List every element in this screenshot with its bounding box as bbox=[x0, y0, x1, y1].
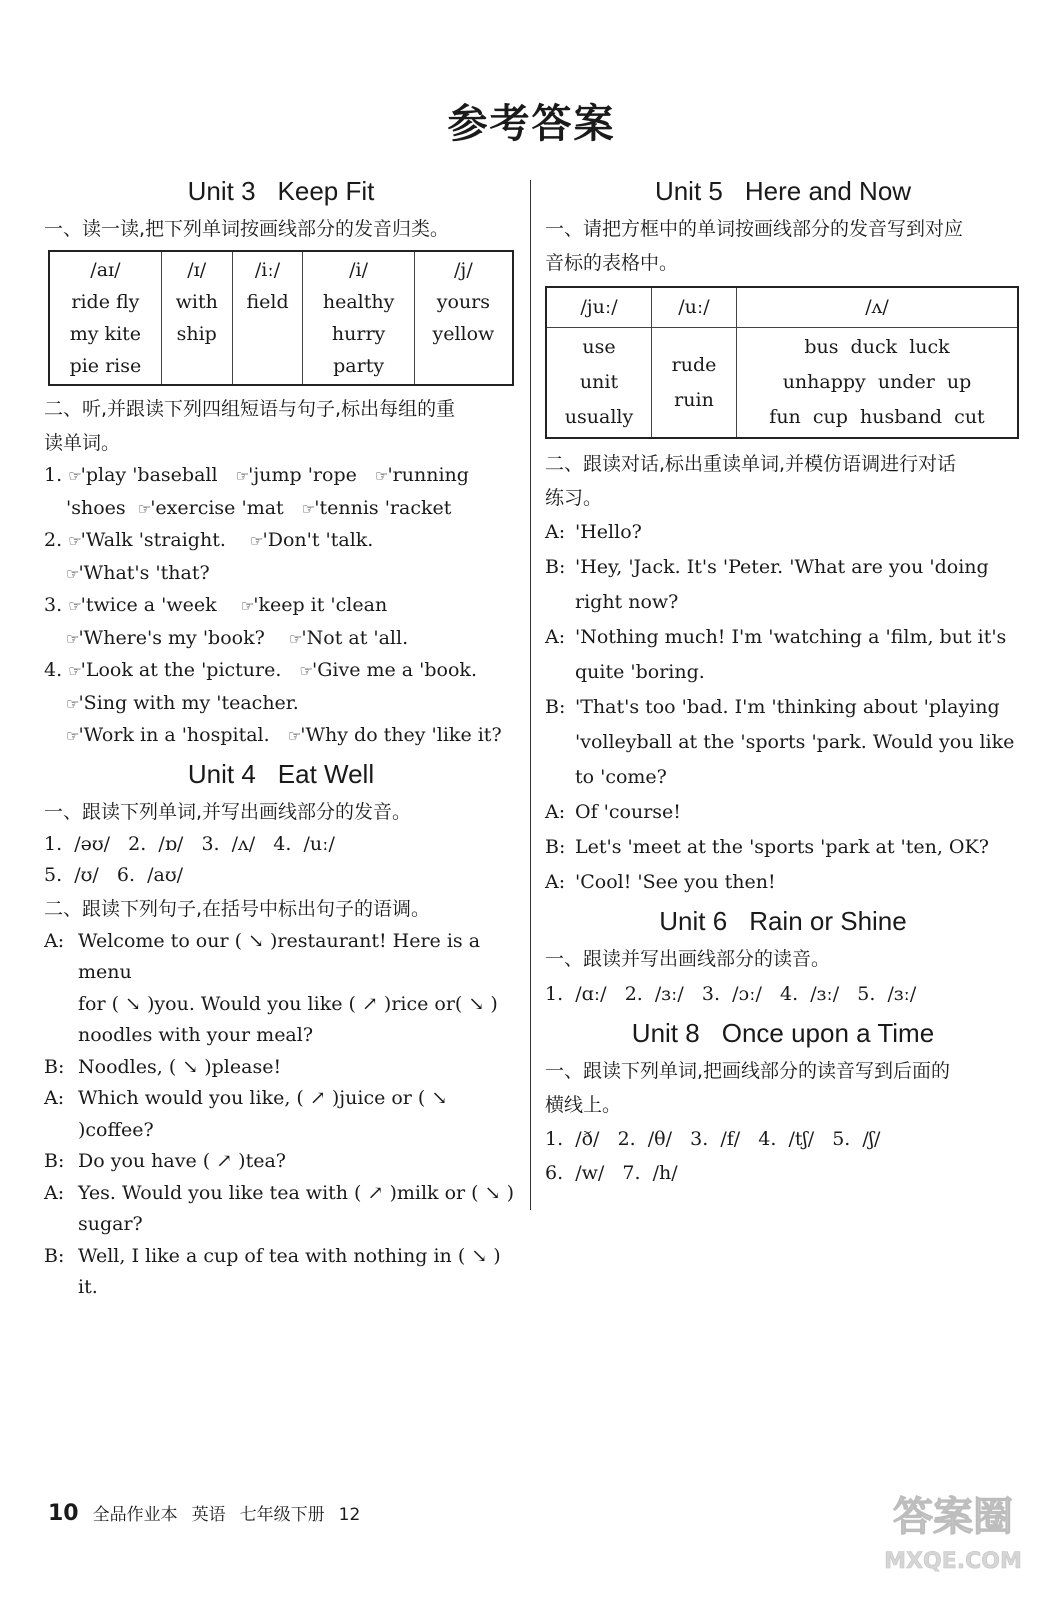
unit8-section1-title: 一、跟读下列单词,把画线部分的读音写到后面的 横线上。 bbox=[545, 1060, 951, 1116]
unit4-heading: Unit 4 Eat Well bbox=[187, 758, 375, 789]
pointing-hand-icon: ☞ bbox=[250, 532, 263, 550]
pointing-hand-icon: ☞ bbox=[137, 499, 151, 518]
unit5-section1-title: 一、请把方框中的单词按画线部分的发音写到对应 音标的表格中。 bbox=[545, 218, 964, 274]
table-header: /ʌ/ bbox=[737, 287, 1019, 328]
answer-line: ☞'What's 'that? bbox=[66, 561, 210, 584]
pointing-hand-icon: ☞ bbox=[299, 662, 312, 680]
pointing-hand-icon: ☞ bbox=[68, 597, 81, 615]
answer-line: 1. /ɑː/ 2. /ɜː/ 3. /ɔː/ 4. /ɜː/ 5. /ɜː/ bbox=[545, 983, 917, 1005]
dialog-turn: A: Yes. Would you like tea with ( ↗ )milk or ( ↘ ) sugar? bbox=[44, 1181, 514, 1235]
answer-line: 2. ☞'Walk 'straight. ☞'Don't 'talk. bbox=[44, 529, 374, 551]
pointing-hand-icon: ☞ bbox=[288, 629, 302, 648]
table-cell: rude ruin bbox=[652, 328, 737, 439]
answer-line: 1. ☞'play 'baseball ☞'jump 'rope ☞'running bbox=[44, 464, 469, 486]
page-footer bbox=[48, 1500, 360, 1526]
answer-line: 1. /əʊ/ 2. /ɒ/ 3. /ʌ/ 4. /uː/ bbox=[44, 832, 335, 855]
unit4-section1-title: 一、跟读下列单词,并写出画线部分的发音。 bbox=[44, 800, 412, 823]
table-cell: /i/ healthy hurry party bbox=[303, 251, 414, 385]
unit4-dialog bbox=[44, 926, 518, 1304]
pointing-hand-icon: ☞ bbox=[68, 662, 81, 680]
unit5-dialog bbox=[545, 515, 1021, 900]
pointing-hand-icon: ☞ bbox=[287, 727, 301, 745]
dialog-turn: B: 'That's too 'bad. I'm 'thinking about 'playing 'volleyball at the 'sports 'park. Would you like to 'come? bbox=[545, 696, 1015, 788]
answer-line: 4. ☞'Look at the 'picture. ☞'Give me a 'book. bbox=[44, 659, 477, 681]
answer-line: ☞'Sing with my 'teacher. bbox=[66, 691, 299, 714]
dialog-turn: B: 'Hey, 'Jack. It's 'Peter. 'What are you 'doing right now? bbox=[545, 556, 989, 613]
table-cell: /j/ yours yellow bbox=[414, 251, 513, 385]
pointing-hand-icon: ☞ bbox=[235, 467, 249, 485]
table-cell: bus duck luck unhappy under up fun cup husband cut bbox=[737, 328, 1019, 439]
pointing-hand-icon: ☞ bbox=[68, 467, 81, 485]
table-cell: /iː/ field bbox=[232, 251, 303, 385]
pointing-hand-icon: ☞ bbox=[240, 597, 254, 615]
pointing-hand-icon: ☞ bbox=[66, 694, 79, 713]
dialog-turn: A: 'Cool! 'See you then! bbox=[545, 871, 776, 893]
left-column bbox=[44, 170, 518, 1304]
dialog-turn: A: Which would you like, ( ↗ )juice or ( ↘ )coffee? bbox=[44, 1087, 448, 1141]
dialog-turn: B: Well, I like a cup of tea with nothing in ( ↘ ) it. bbox=[44, 1244, 501, 1298]
answer-line: 'shoes ☞'exercise 'mat ☞'tennis 'racket bbox=[66, 496, 452, 519]
dialog-turn: A: Welcome to our ( ↘ )restaurant! Here is a menu for ( ↘ )you. Would you like ( ↗ )rice or( ↘ ) noodles with your meal? bbox=[44, 929, 498, 1046]
unit4-section2-title: 二、跟读下列句子,在括号中标出句子的语调。 bbox=[44, 897, 431, 920]
pointing-hand-icon: ☞ bbox=[66, 629, 79, 648]
unit8-heading: Unit 8 Once upon a Time bbox=[631, 1018, 935, 1048]
page-number: 10 bbox=[48, 1501, 79, 1526]
unit3-section1-title: 一、读一读,把下列单词按画线部分的发音归类。 bbox=[44, 218, 450, 240]
pointing-hand-icon: ☞ bbox=[301, 499, 315, 518]
svg-text:答案圈: 答案圈 bbox=[893, 1494, 1013, 1540]
dialog-turn: B: Noodles, ( ↘ )please! bbox=[44, 1055, 282, 1078]
watermark-logo bbox=[868, 1478, 1038, 1578]
answer-line: 1. /ð/ 2. /θ/ 3. /f/ 4. /tʃ/ 5. /ʃ/ bbox=[545, 1128, 881, 1150]
pointing-hand-icon: ☞ bbox=[375, 467, 388, 485]
table-header: /juː/ bbox=[546, 287, 652, 328]
book-name: 全品作业本 bbox=[92, 1505, 178, 1525]
unit3-section2-title: 二、听,并跟读下列四组短语与句子,标出每组的重 读单词。 bbox=[44, 398, 456, 454]
answer-line: ☞'Work in a 'hospital. ☞'Why do they 'like it? bbox=[66, 724, 502, 746]
right-column bbox=[545, 170, 1021, 1190]
unit6-section1-title: 一、跟读并写出画线部分的读音。 bbox=[545, 948, 831, 970]
subject: 英语 bbox=[191, 1505, 226, 1525]
table-cell: /aɪ/ ride fly my kite pie rise bbox=[49, 251, 161, 385]
footer-number: 12 bbox=[338, 1505, 361, 1525]
unit3-phonics-table bbox=[48, 250, 514, 386]
dialog-turn: B: Let's 'meet at the 'sports 'park at 'ten, OK? bbox=[545, 836, 989, 858]
dialog-turn: A: 'Nothing much! I'm 'watching a 'film, but it's quite 'boring. bbox=[545, 626, 1007, 683]
grade: 七年级下册 bbox=[239, 1505, 325, 1525]
pointing-hand-icon: ☞ bbox=[66, 727, 79, 745]
answer-line: 3. ☞'twice a 'week ☞'keep it 'clean bbox=[44, 594, 388, 616]
svg-text:MXQE.COM: MXQE.COM bbox=[884, 1549, 1022, 1574]
table-cell: /ɪ/ with ship bbox=[161, 251, 232, 385]
table-cell: use unit usually bbox=[546, 328, 652, 439]
unit5-heading: Unit 5 Here and Now bbox=[654, 176, 912, 206]
pointing-hand-icon: ☞ bbox=[68, 532, 81, 550]
answer-line: 5. /ʊ/ 6. /aʊ/ bbox=[44, 864, 184, 886]
column-divider bbox=[530, 180, 531, 1210]
pointing-hand-icon: ☞ bbox=[66, 564, 79, 583]
dialog-turn: A: 'Hello? bbox=[545, 521, 642, 543]
unit3-heading: Unit 3 Keep Fit bbox=[187, 176, 375, 206]
unit5-phonics-table bbox=[545, 286, 1019, 439]
unit5-section2-title: 二、跟读对话,标出重读单词,并模仿语调进行对话 练习。 bbox=[545, 453, 957, 509]
answer-line: ☞'Where's my 'book? ☞'Not at 'all. bbox=[66, 626, 409, 649]
table-header: /uː/ bbox=[652, 287, 737, 328]
answer-line: 6. /w/ 7. /h/ bbox=[545, 1162, 678, 1184]
unit6-heading: Unit 6 Rain or Shine bbox=[659, 906, 907, 936]
dialog-turn: A: Of 'course! bbox=[545, 801, 681, 823]
dialog-turn: B: Do you have ( ↗ )tea? bbox=[44, 1150, 286, 1172]
page-title: 参考答案 bbox=[447, 101, 616, 147]
